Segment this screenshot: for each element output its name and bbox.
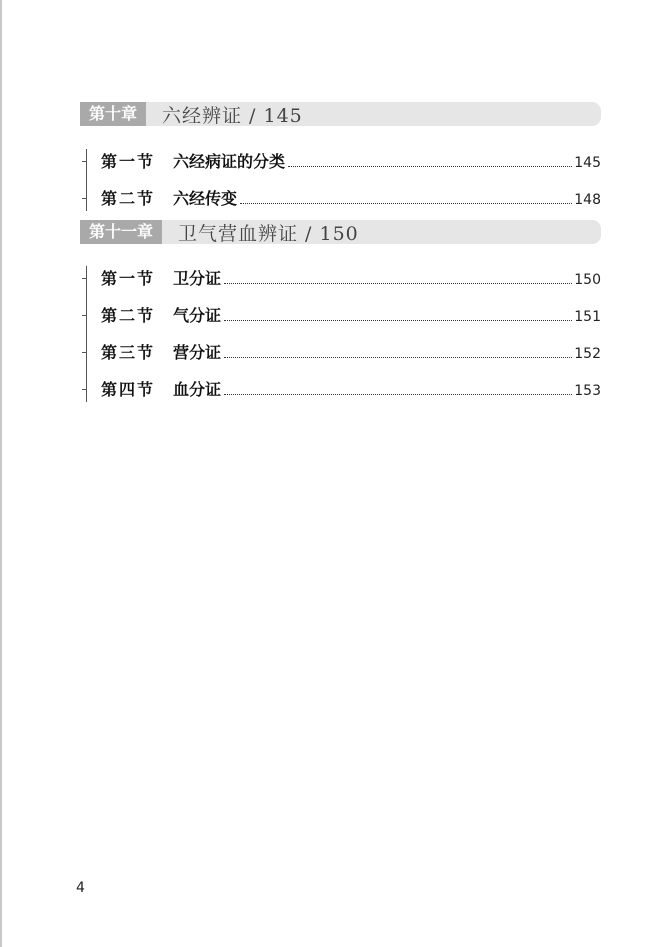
bracket-tick xyxy=(82,278,87,279)
bracket-tick xyxy=(82,198,87,199)
section-title: 六经病证的分类 xyxy=(173,152,286,171)
chapter-label: 第十章 xyxy=(80,102,146,126)
bracket-tick xyxy=(82,161,87,162)
section-number: 第一节 xyxy=(101,152,156,171)
bracket-tick xyxy=(82,315,87,316)
section-number: 第一节 xyxy=(101,269,156,288)
chapter-heading-11[interactable] xyxy=(80,220,601,244)
table-of-contents xyxy=(80,102,601,408)
section-title: 营分证 xyxy=(173,343,222,362)
section-number: 第四节 xyxy=(101,380,156,399)
chapter-label: 第十一章 xyxy=(80,220,162,244)
section-page: 151 xyxy=(574,309,601,325)
section-number: 第二节 xyxy=(101,306,156,325)
section-page: 150 xyxy=(574,272,601,288)
toc-entry[interactable] xyxy=(80,371,601,408)
bracket-tick xyxy=(82,352,87,353)
chapter-heading-10[interactable] xyxy=(80,102,601,126)
toc-entry[interactable] xyxy=(80,297,601,334)
chapter-10-sections xyxy=(80,143,601,217)
section-title: 气分证 xyxy=(173,306,222,325)
section-title: 卫分证 xyxy=(173,269,222,288)
toc-entry[interactable] xyxy=(80,180,601,217)
section-title: 六经传变 xyxy=(173,189,238,208)
dot-leader xyxy=(288,154,572,167)
page-number: 4 xyxy=(76,880,85,896)
section-number: 第二节 xyxy=(101,189,156,208)
section-page: 152 xyxy=(574,346,601,362)
dot-leader xyxy=(224,271,572,284)
dot-leader xyxy=(224,345,572,358)
section-title: 血分证 xyxy=(173,380,222,399)
section-page: 153 xyxy=(574,383,601,399)
toc-entry[interactable] xyxy=(80,143,601,180)
section-number: 第三节 xyxy=(101,343,156,362)
toc-entry[interactable] xyxy=(80,260,601,297)
dot-leader xyxy=(224,308,572,321)
chapter-title: 卫气营血辨证 / 150 xyxy=(178,222,359,245)
dot-leader xyxy=(240,191,572,204)
section-page: 145 xyxy=(574,155,601,171)
dot-leader xyxy=(224,382,572,395)
page-edge-line xyxy=(0,0,2,947)
section-page: 148 xyxy=(574,192,601,208)
bracket-tick xyxy=(82,389,87,390)
toc-entry[interactable] xyxy=(80,334,601,371)
chapter-title: 六经辨证 / 145 xyxy=(162,104,303,127)
chapter-11-sections xyxy=(80,260,601,408)
